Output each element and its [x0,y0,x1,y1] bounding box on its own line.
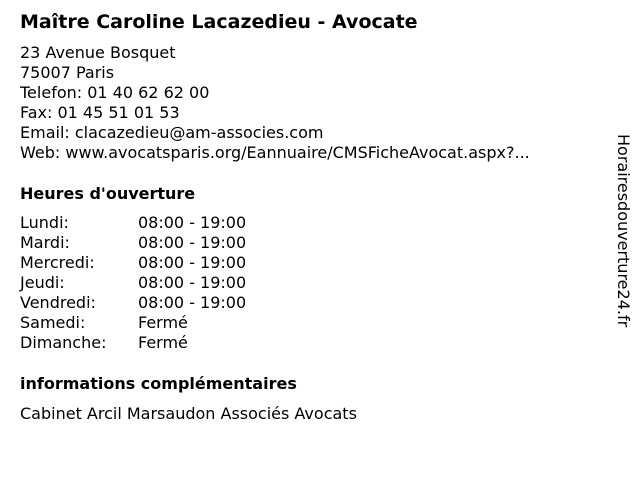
day-hours: Fermé [138,313,188,332]
day-label: Mercredi: [20,253,95,272]
additional-info-heading: informations complémentaires [20,374,297,393]
day-hours: 08:00 - 19:00 [138,253,247,272]
phone-number: Telefon: 01 40 62 62 00 [20,83,210,102]
contact-block [20,43,595,163]
website-url: Web: www.avocatsparis.org/Eannuaire/CMSFicheAvocat.aspx?... [20,143,530,162]
fax-number: Fax: 01 45 51 01 53 [20,103,180,122]
day-label: Lundi: [20,213,69,232]
day-hours: Fermé [138,333,188,352]
brand-watermark: Horairesdouverture24.fr [614,134,633,328]
address-street: 23 Avenue Bosquet [20,43,176,62]
email-address: Email: clacazedieu@am-associes.com [20,123,324,142]
day-hours: 08:00 - 19:00 [138,213,247,232]
day-label: Vendredi: [20,293,96,312]
page-title: Maître Caroline Lacazedieu - Avocate [20,11,418,33]
day-hours: 08:00 - 19:00 [138,273,247,292]
day-hours: 08:00 - 19:00 [138,293,247,312]
additional-info-text: Cabinet Arcil Marsaudon Associés Avocats [20,404,357,423]
opening-hours-heading: Heures d'ouverture [20,184,196,203]
day-label: Mardi: [20,233,70,252]
day-label: Jeudi: [20,273,65,292]
day-label: Samedi: [20,313,86,332]
address-city: 75007 Paris [20,63,115,82]
day-hours: 08:00 - 19:00 [138,233,247,252]
day-label: Dimanche: [20,333,107,352]
